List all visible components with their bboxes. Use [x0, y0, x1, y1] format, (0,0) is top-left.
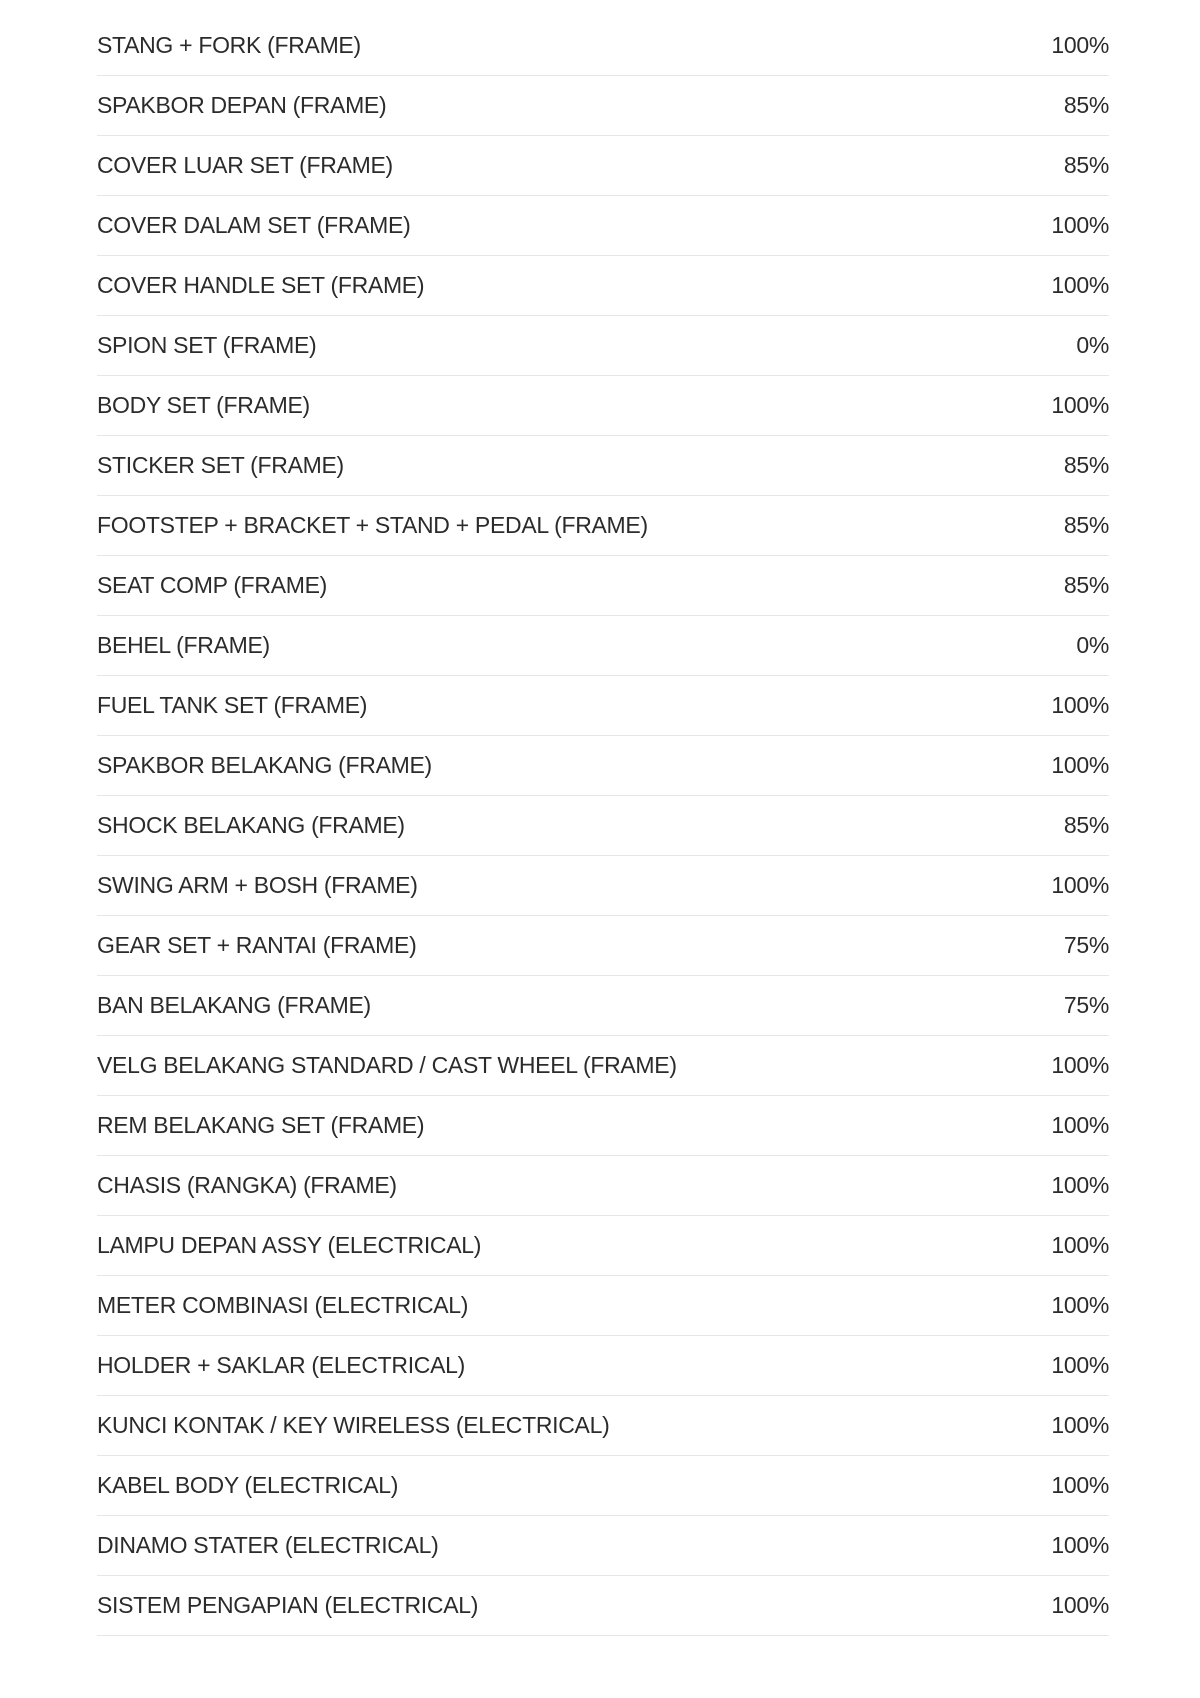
- list-item: [97, 616, 1109, 676]
- list-item: [97, 556, 1109, 616]
- item-percent: 85%: [1063, 812, 1109, 838]
- item-percent: 85%: [1063, 512, 1109, 538]
- item-name: REM BELAKANG SET (FRAME): [97, 1112, 425, 1138]
- list-item: [97, 1216, 1109, 1276]
- item-name: VELG BELAKANG STANDARD / CAST WHEEL (FRAME): [97, 1052, 677, 1078]
- list-item: [97, 916, 1109, 976]
- item-name: SPION SET (FRAME): [97, 332, 317, 358]
- item-percent: 100%: [1051, 1352, 1109, 1378]
- item-percent: 100%: [1051, 1052, 1109, 1078]
- list-item: [97, 1096, 1109, 1156]
- item-name: SEAT COMP (FRAME): [97, 572, 328, 598]
- list-item: [97, 1036, 1109, 1096]
- item-percent: 100%: [1051, 1232, 1109, 1258]
- list-item: [97, 316, 1109, 376]
- item-percent: 100%: [1051, 1472, 1109, 1498]
- item-percent: 100%: [1051, 392, 1109, 418]
- list-item: [97, 676, 1109, 736]
- item-name: METER COMBINASI (ELECTRICAL): [97, 1292, 469, 1318]
- list-item: [97, 256, 1109, 316]
- item-percent: 100%: [1051, 752, 1109, 778]
- item-name: BAN BELAKANG (FRAME): [97, 992, 371, 1018]
- list-item: [97, 196, 1109, 256]
- item-name: BODY SET (FRAME): [97, 392, 310, 418]
- list-item: [97, 1456, 1109, 1516]
- item-percent: 85%: [1063, 92, 1109, 118]
- list-item: [97, 1336, 1109, 1396]
- item-name: COVER LUAR SET (FRAME): [97, 152, 393, 178]
- list-item: [97, 1276, 1109, 1336]
- item-name: DINAMO STATER (ELECTRICAL): [97, 1532, 439, 1558]
- item-name: KABEL BODY (ELECTRICAL): [97, 1472, 399, 1498]
- item-percent: 0%: [1076, 332, 1109, 358]
- inspection-list: [97, 16, 1109, 1636]
- item-name: FUEL TANK SET (FRAME): [97, 692, 368, 718]
- list-item: [97, 1156, 1109, 1216]
- list-item: [97, 16, 1109, 76]
- item-name: SWING ARM + BOSH (FRAME): [97, 872, 418, 898]
- item-percent: 100%: [1051, 872, 1109, 898]
- item-percent: 100%: [1051, 1592, 1109, 1618]
- item-percent: 100%: [1051, 32, 1109, 58]
- item-percent: 100%: [1051, 272, 1109, 298]
- list-item: [97, 856, 1109, 916]
- list-item: [97, 76, 1109, 136]
- list-item: [97, 736, 1109, 796]
- list-item: [97, 496, 1109, 556]
- item-name: SHOCK BELAKANG (FRAME): [97, 812, 405, 838]
- item-percent: 75%: [1063, 992, 1109, 1018]
- list-item: [97, 1576, 1109, 1636]
- item-percent: 100%: [1051, 1532, 1109, 1558]
- item-percent: 100%: [1051, 1412, 1109, 1438]
- list-item: [97, 376, 1109, 436]
- item-percent: 100%: [1051, 692, 1109, 718]
- item-name: SPAKBOR BELAKANG (FRAME): [97, 752, 432, 778]
- item-name: CHASIS (RANGKA) (FRAME): [97, 1172, 397, 1198]
- list-item: [97, 976, 1109, 1036]
- item-name: STICKER SET (FRAME): [97, 452, 344, 478]
- item-name: FOOTSTEP + BRACKET + STAND + PEDAL (FRAME): [97, 512, 648, 538]
- item-percent: 85%: [1063, 452, 1109, 478]
- item-name: BEHEL (FRAME): [97, 632, 270, 658]
- item-percent: 85%: [1063, 152, 1109, 178]
- item-percent: 100%: [1051, 212, 1109, 238]
- item-name: SISTEM PENGAPIAN (ELECTRICAL): [97, 1592, 479, 1618]
- item-name: SPAKBOR DEPAN (FRAME): [97, 92, 387, 118]
- list-item: [97, 136, 1109, 196]
- list-item: [97, 796, 1109, 856]
- item-percent: 75%: [1063, 932, 1109, 958]
- list-item: [97, 1516, 1109, 1576]
- item-name: COVER DALAM SET (FRAME): [97, 212, 411, 238]
- item-name: STANG + FORK (FRAME): [97, 32, 361, 58]
- item-percent: 85%: [1063, 572, 1109, 598]
- item-name: KUNCI KONTAK / KEY WIRELESS (ELECTRICAL): [97, 1412, 610, 1438]
- item-percent: 100%: [1051, 1172, 1109, 1198]
- item-name: HOLDER + SAKLAR (ELECTRICAL): [97, 1352, 466, 1378]
- item-name: COVER HANDLE SET (FRAME): [97, 272, 425, 298]
- item-percent: 100%: [1051, 1112, 1109, 1138]
- list-item: [97, 436, 1109, 496]
- item-name: GEAR SET + RANTAI (FRAME): [97, 932, 417, 958]
- item-percent: 100%: [1051, 1292, 1109, 1318]
- item-name: LAMPU DEPAN ASSY (ELECTRICAL): [97, 1232, 482, 1258]
- list-item: [97, 1396, 1109, 1456]
- item-percent: 0%: [1076, 632, 1109, 658]
